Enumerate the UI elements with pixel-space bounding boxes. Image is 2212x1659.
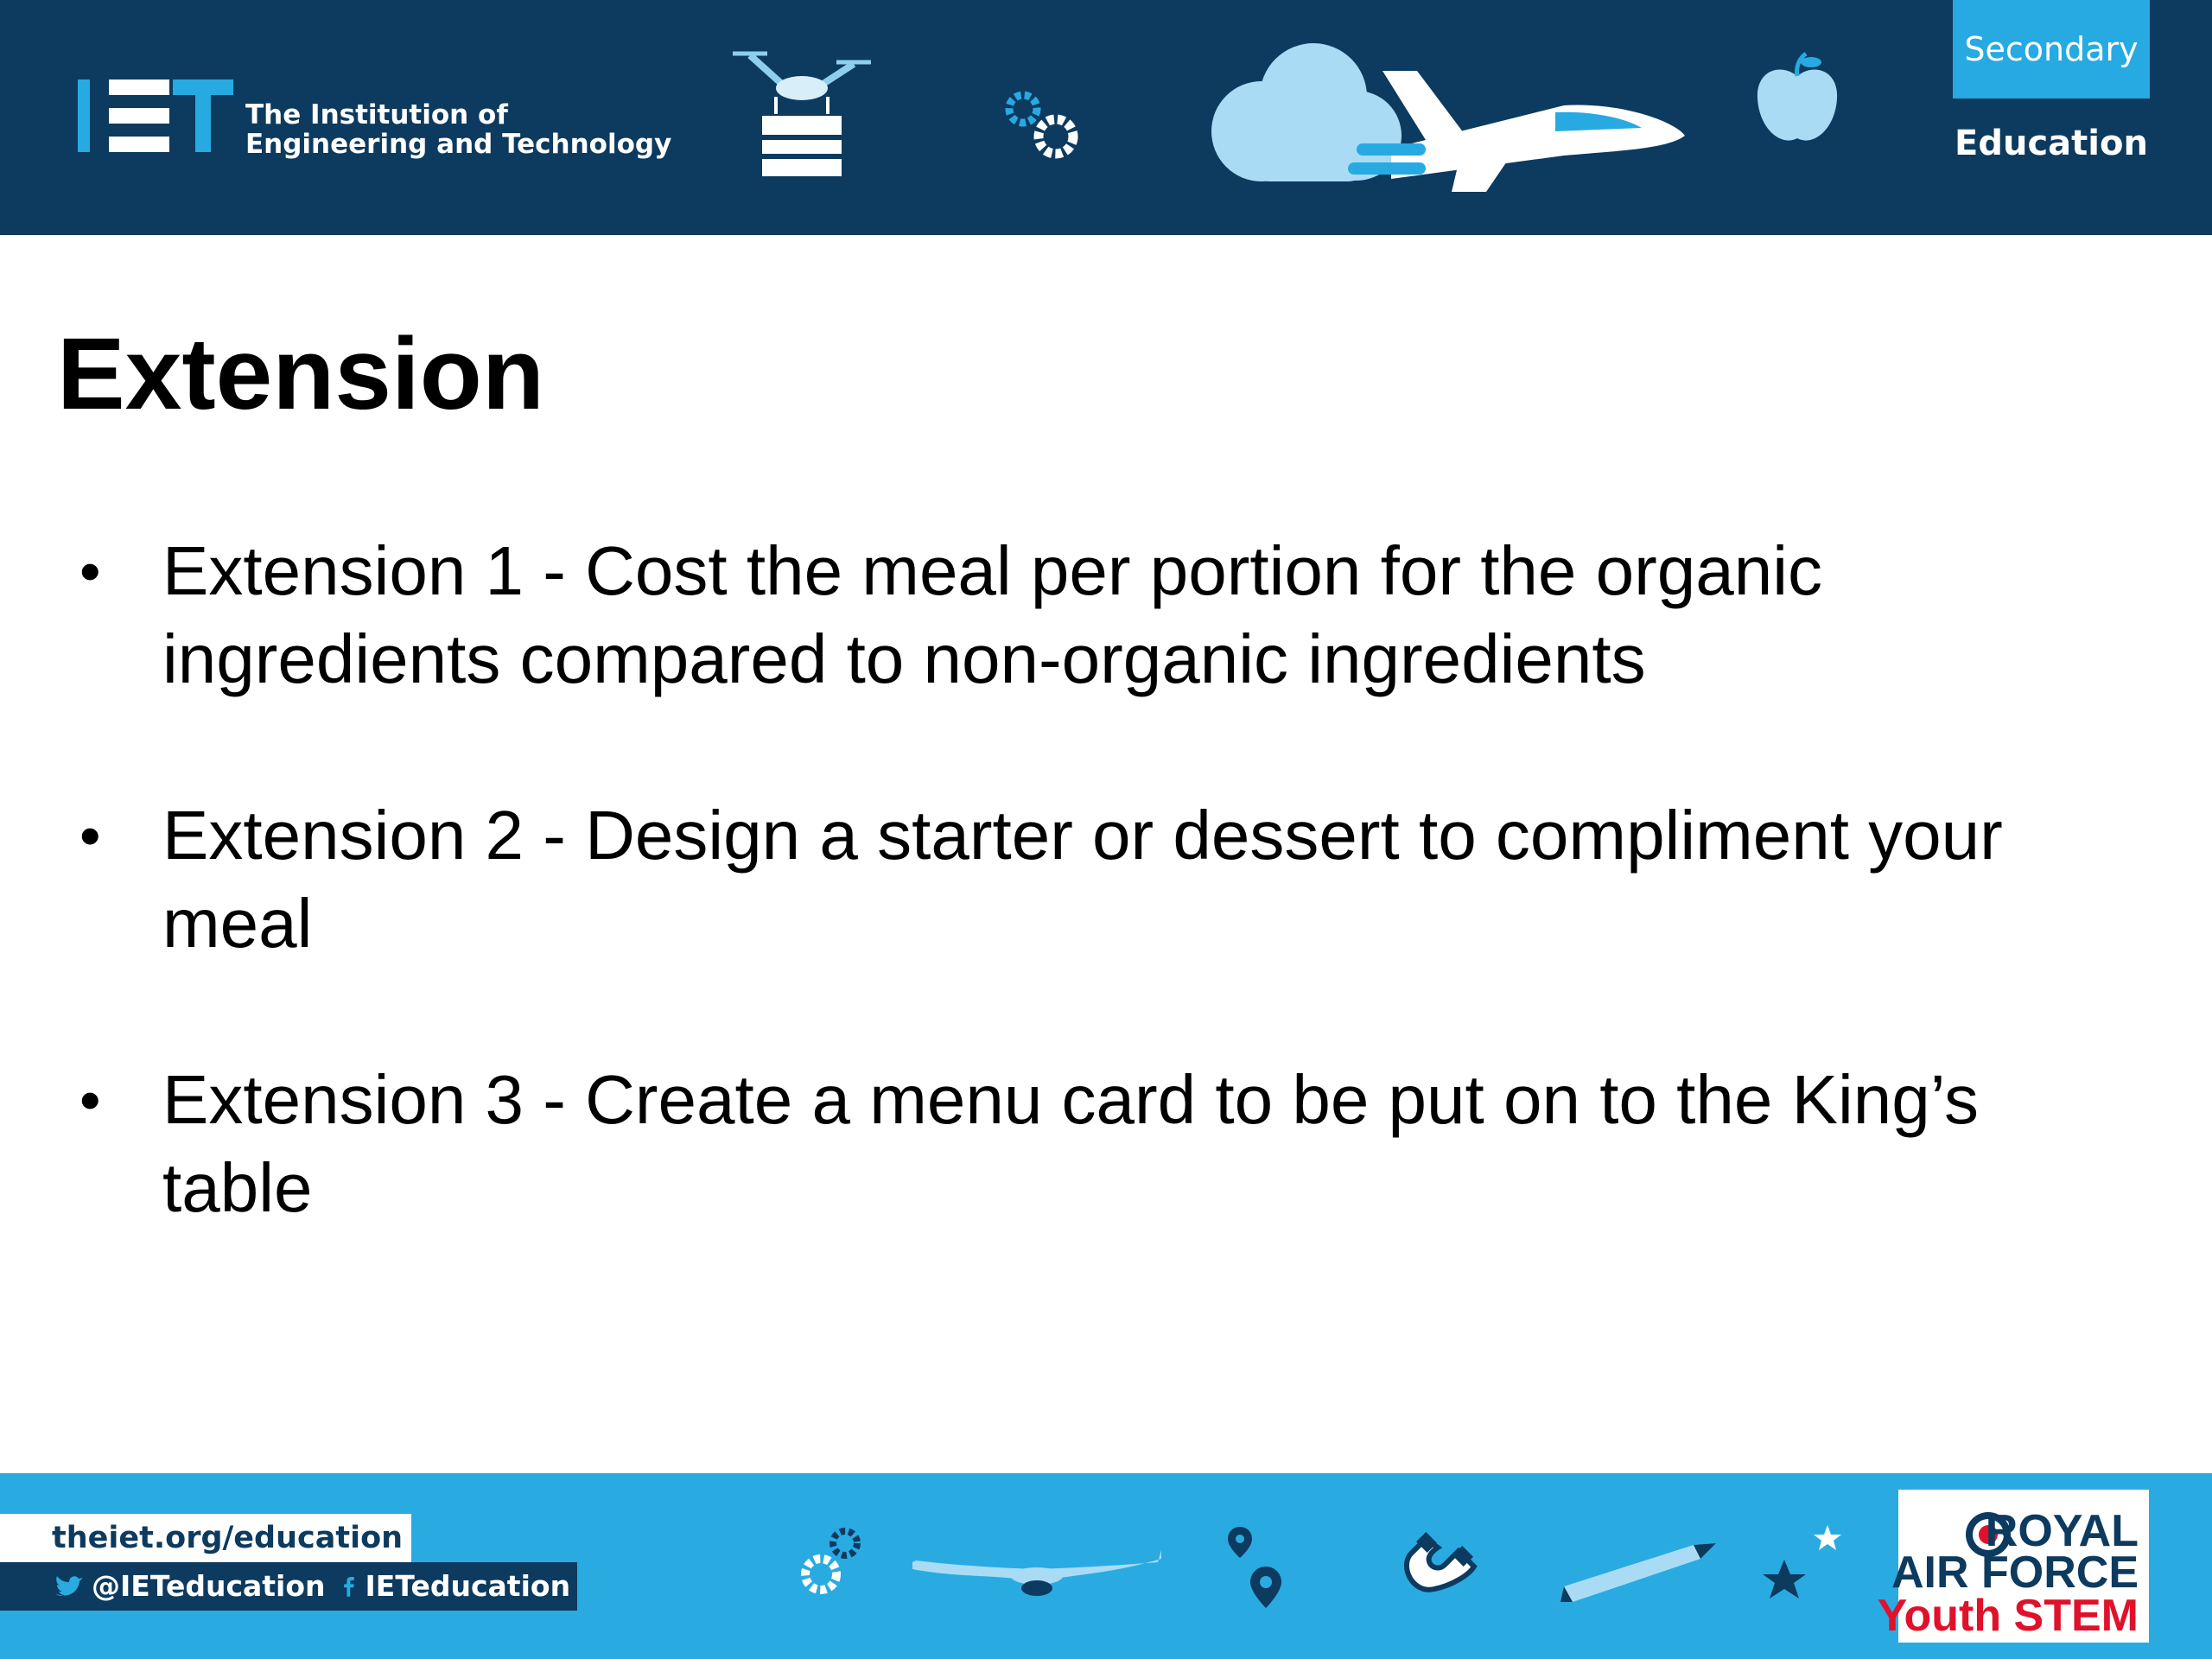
- iet-org-name: [245, 100, 671, 159]
- star-icon: [1754, 1521, 1849, 1607]
- raf-youth-stem-logo: [1877, 1490, 2149, 1643]
- slide-title: Extension: [57, 317, 544, 431]
- extension-item-text: Extension 2 - Design a starter or dessert to compliment your meal: [162, 797, 2003, 962]
- org-name-line1: The Institution of: [245, 99, 508, 130]
- bullet-dot: •: [79, 802, 101, 869]
- extension-item-text: Extension 3 - Create a menu card to be put on to the King’s table: [162, 1061, 1980, 1226]
- org-name-line2: Engineering and Technology: [245, 129, 672, 160]
- extension-list: [0, 527, 2074, 1320]
- iet-logo-mark: [76, 74, 240, 157]
- facebook-icon: [338, 1569, 360, 1604]
- magnet-icon: [1400, 1525, 1486, 1603]
- bullet-dot: •: [79, 1066, 101, 1134]
- gears-icon: [999, 86, 1085, 164]
- social-links: [0, 1562, 577, 1611]
- extension-item-text: Extension 1 - Cost the meal per portion for the organic ingredients compared to non-organic ingredients: [162, 532, 1823, 697]
- apple-icon: [1754, 50, 1840, 149]
- twitter-icon: [52, 1569, 86, 1604]
- extension-item-1: [0, 527, 2074, 703]
- location-pin-icon: [1214, 1523, 1292, 1618]
- raf-line-air-force: AIR FORCE: [1891, 1548, 2139, 1598]
- bullet-dot: •: [79, 537, 101, 605]
- iet-logo: [76, 74, 672, 169]
- gears-icon: [795, 1521, 873, 1603]
- drone-icon: [724, 45, 880, 192]
- badge-secondary: Secondary: [1953, 0, 2150, 99]
- raf-line-royal: ROYAL: [1985, 1506, 2139, 1556]
- raf-line-youth-stem: Youth STEM: [1877, 1591, 2139, 1641]
- badge-education: Education: [1955, 124, 2148, 163]
- extension-item-2: [0, 791, 2074, 968]
- website-link[interactable]: theiet.org/education: [0, 1514, 411, 1562]
- space-shuttle-icon: [1339, 54, 1694, 200]
- airplane-icon: [907, 1538, 1166, 1607]
- pencil-icon: [1555, 1538, 1719, 1607]
- extension-item-3: [0, 1056, 2074, 1232]
- twitter-handle[interactable]: @IETeducation: [92, 1569, 326, 1603]
- header-banner: [0, 0, 2212, 235]
- facebook-handle[interactable]: IETeducation: [365, 1569, 571, 1603]
